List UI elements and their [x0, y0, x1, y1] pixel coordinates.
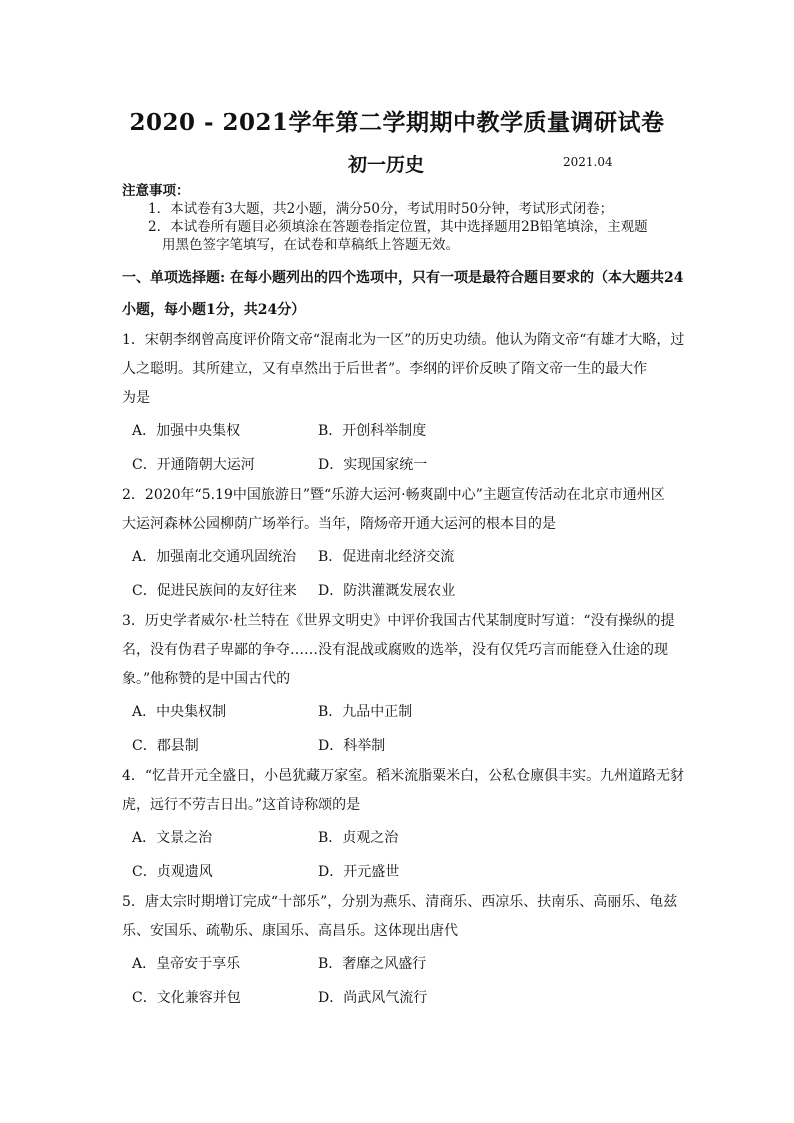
option-b: B．贞观之治	[318, 830, 399, 846]
question-stem-line: 4．“忆昔开元全盛日，小邑犹藏万家室。稻米流脂粟米白，公私仓廪俱丰实。九州道路无豺	[122, 768, 685, 784]
question-stem	[122, 481, 687, 539]
option-c: C．郡县制	[132, 738, 199, 754]
option-d: D．实现国家统一	[318, 457, 428, 473]
question-stem	[122, 762, 687, 820]
option-row	[122, 450, 687, 481]
option-row	[122, 416, 687, 447]
question-stem-line: 名，没有伪君子卑鄙的争夺……没有混战或腐败的选举，没有仅凭巧言而能登入仕途的现	[122, 642, 668, 658]
question-stem-line: 乐、安国乐、疏勒乐、康国乐、高昌乐。这体现出唐代	[122, 923, 458, 939]
exam-date: 2021.04	[563, 155, 613, 169]
option-c: C．开通隋朝大运河	[132, 457, 255, 473]
option-d: D．尚武风气流行	[318, 990, 428, 1006]
option-a: A．皇帝安于享乐	[132, 956, 241, 972]
section-heading-line-1: 一、单项选择题: 在每小题列出的四个选项中，只有一项是最符合题目要求的（本大题共24	[122, 270, 684, 286]
question-stem	[122, 607, 687, 694]
option-row	[122, 983, 687, 1014]
question-stem-line: 人之聪明。其所建立，又有卓然出于后世者”。李纲的评价反映了隋文帝一生的最大作	[122, 361, 648, 377]
option-c: C．文化兼容并包	[132, 990, 241, 1006]
question-stem-line: 5．唐太宗时期增订完成“十部乐”，分别为燕乐、清商乐、西凉乐、扶南乐、高丽乐、龟兹	[122, 894, 678, 910]
question-5	[122, 888, 687, 1014]
question-stem-line: 3．历史学者威尔·杜兰特在《世界文明史》中评价我国古代某制度时写道：“没有操纵的提	[122, 613, 675, 629]
option-row	[122, 731, 687, 762]
option-row	[122, 823, 687, 854]
question-stem-line: 为是	[122, 390, 150, 406]
option-row	[122, 857, 687, 888]
question-stem	[122, 326, 687, 413]
option-c: C．促进民族间的友好往来	[132, 583, 297, 599]
question-stem	[122, 888, 687, 946]
notice-item-2	[122, 218, 702, 254]
question-4	[122, 762, 687, 888]
notice-item-1: 1．本试卷有3大题，共2小题，满分50分，考试用时50分钟，考试形式闭卷；	[148, 201, 614, 217]
question-stem-line: 虎，远行不劳吉日出。”这首诗称颂的是	[122, 797, 361, 813]
section-heading	[122, 262, 687, 326]
question-stem-line: 大运河森林公园柳荫广场举行。当年，隋炀帝开通大运河的根本目的是	[122, 516, 556, 532]
option-b: B．奢靡之风盛行	[318, 956, 427, 972]
option-d: D．防洪灌溉发展农业	[318, 583, 456, 599]
option-row	[122, 697, 687, 728]
notice-heading: 注意事项：	[122, 183, 190, 199]
question-list	[122, 326, 687, 1014]
question-1	[122, 326, 687, 481]
notice-block	[122, 182, 702, 254]
subtitle-row	[0, 150, 794, 176]
option-a: A．中央集权制	[132, 704, 227, 720]
question-stem-line: 2．2020年“5.19中国旅游日”暨“乐游大运河·畅爽副中心”主题宣传活动在北京市通州区	[122, 487, 665, 503]
option-a: A．加强中央集权	[132, 423, 241, 439]
question-stem-line: 1．宋朝李纲曾高度评价隋文帝“混南北为一区”的历史功绩。他认为隋文帝“有雄才大略，过	[122, 332, 685, 348]
question-3	[122, 607, 687, 762]
option-row	[122, 576, 687, 607]
option-b: B．开创科举制度	[318, 423, 427, 439]
option-d: D．科举制	[318, 738, 386, 754]
subject-label: 初一历史	[348, 154, 425, 176]
option-row	[122, 949, 687, 980]
option-d: D．开元盛世	[318, 864, 400, 880]
option-b: B．促进南北经济交流	[318, 549, 455, 565]
section-heading-line-2: 小题，每小题1分，共24分）	[122, 302, 306, 318]
notice-item-2-line-1: 2．本试卷所有题目必须填涂在答题卷指定位置，其中选择题用2B铅笔填涂，主观题	[148, 219, 648, 235]
option-a: A．文景之治	[132, 830, 213, 846]
notice-item-2-line-2: 用黑色签字笔填写，在试卷和草稿纸上答题无效。	[162, 237, 459, 253]
option-c: C．贞观遗风	[132, 864, 213, 880]
question-stem-line: 象。”他称赞的是中国古代的	[122, 671, 291, 687]
option-a: A．加强南北交通巩固统治	[132, 549, 297, 565]
question-2	[122, 481, 687, 607]
option-row	[122, 542, 687, 573]
exam-title: 2020 - 2021学年第二学期期中教学质量调研试卷	[129, 109, 665, 136]
option-b: B．九品中正制	[318, 704, 413, 720]
